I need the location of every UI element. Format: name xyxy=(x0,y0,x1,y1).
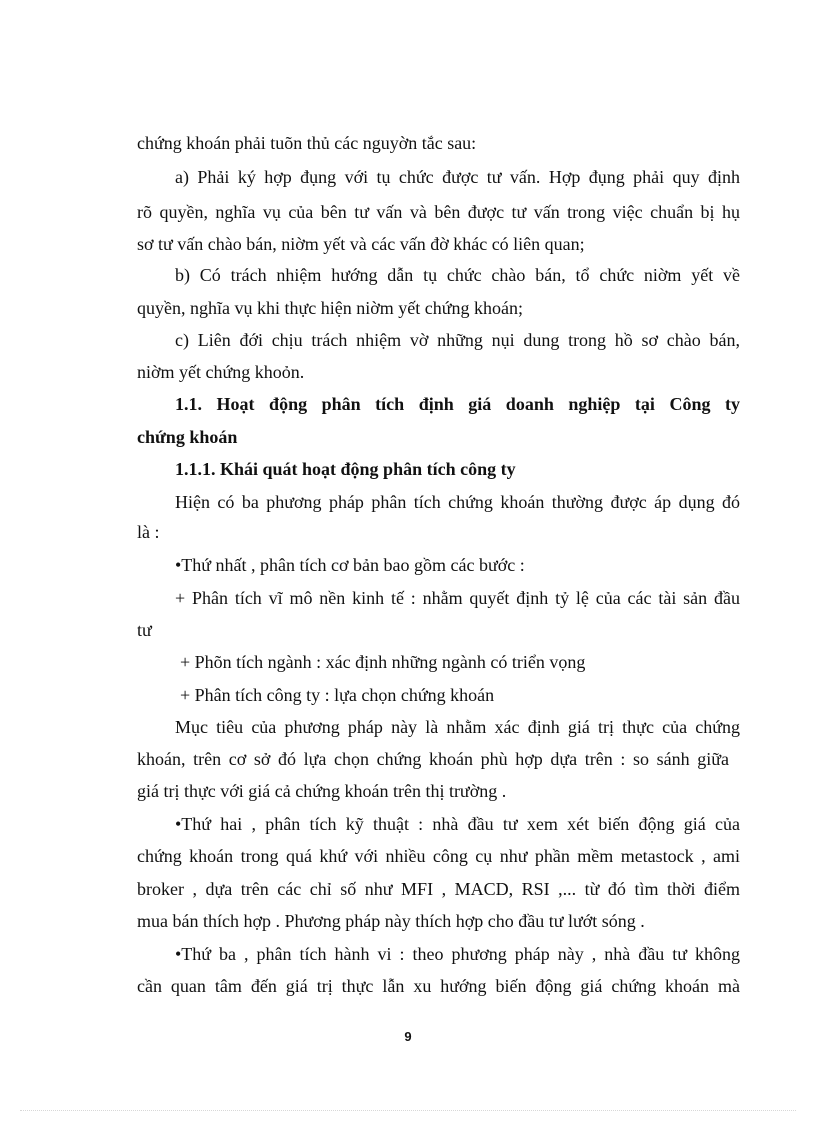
text-line: chứng khoán phải tuõn thủ các nguyờn tắc sau: xyxy=(137,133,477,153)
text-line: giá trị thực với giá cả chứng khoán trên thị trường . xyxy=(137,781,507,801)
text-line: chứng khoán trong quá khứ với nhiều công cụ như phần mềm metastock , ami xyxy=(137,846,740,866)
text-line: mua bán thích hợp . Phương pháp này thích hợp cho đầu tư lướt sóng . xyxy=(137,911,645,931)
text-line: b) Có trách nhiệm hướng dẫn tụ chức chào bán, tổ chức niờm yết về xyxy=(175,265,740,285)
page-number: 9 xyxy=(404,1029,412,1044)
text-line: khoán, trên cơ sở đó lựa chọn chứng khoán phù hợp dựa trên : so sánh giữa xyxy=(137,749,729,769)
text-line: sơ tư vấn chào bán, niờm yết và các vấn đờ khác có liên quan; xyxy=(137,234,585,254)
text-line: Mục tiêu của phương pháp này là nhằm xác định giá trị thực của chứng xyxy=(175,717,740,737)
section-heading: 1.1. Hoạt động phân tích định giá doanh nghiệp tại Công ty xyxy=(175,394,740,414)
section-heading-cont: chứng khoán xyxy=(137,427,238,447)
text-line: cần quan tâm đến giá trị thực lẫn xu hướng biến động giá chứng khoán mà xyxy=(137,976,740,996)
page-bottom-divider xyxy=(20,1110,796,1111)
text-line: + Phân tích công ty : lựa chọn chứng khoán xyxy=(180,685,495,705)
bullet-line: •Thứ ba , phân tích hành vi : theo phương pháp này , nhà đầu tư không xyxy=(175,944,740,964)
text-line: Hiện có ba phương pháp phân tích chứng khoán thường được áp dụng đó xyxy=(175,492,740,512)
bullet-line: •Thứ hai , phân tích kỹ thuật : nhà đầu tư xem xét biến động giá của xyxy=(175,814,740,834)
text-line: quyền, nghĩa vụ khi thực hiện niờm yết chứng khoán; xyxy=(137,298,523,318)
subsection-heading: 1.1.1. Khái quát hoạt động phân tích công ty xyxy=(175,459,516,479)
text-line: là : xyxy=(137,522,160,542)
bullet-line: •Thứ nhất , phân tích cơ bản bao gồm các bước : xyxy=(175,555,525,575)
text-line: + Phõn tích ngành : xác định những ngành có triển vọng xyxy=(180,652,586,672)
text-line: niờm yết chứng khoỏn. xyxy=(137,362,305,382)
text-line: a) Phải ký hợp đụng với tụ chức được tư vấn. Hợp đụng phải quy định xyxy=(175,167,740,187)
text-line: tư xyxy=(137,620,152,640)
text-line: c) Liên đới chịu trách nhiệm vờ những nụi dung trong hồ sơ chào bán, xyxy=(175,330,740,350)
text-line: rõ quyền, nghĩa vụ của bên tư vấn và bên được tư vấn trong việc chuẩn bị hụ xyxy=(137,202,740,222)
text-line: + Phân tích vĩ mô nền kinh tế : nhằm quyết định tỷ lệ của các tài sản đầu xyxy=(175,588,740,608)
text-line: broker , dựa trên các chỉ số như MFI , MACD, RSI ,... từ đó tìm thời điểm xyxy=(137,879,740,899)
